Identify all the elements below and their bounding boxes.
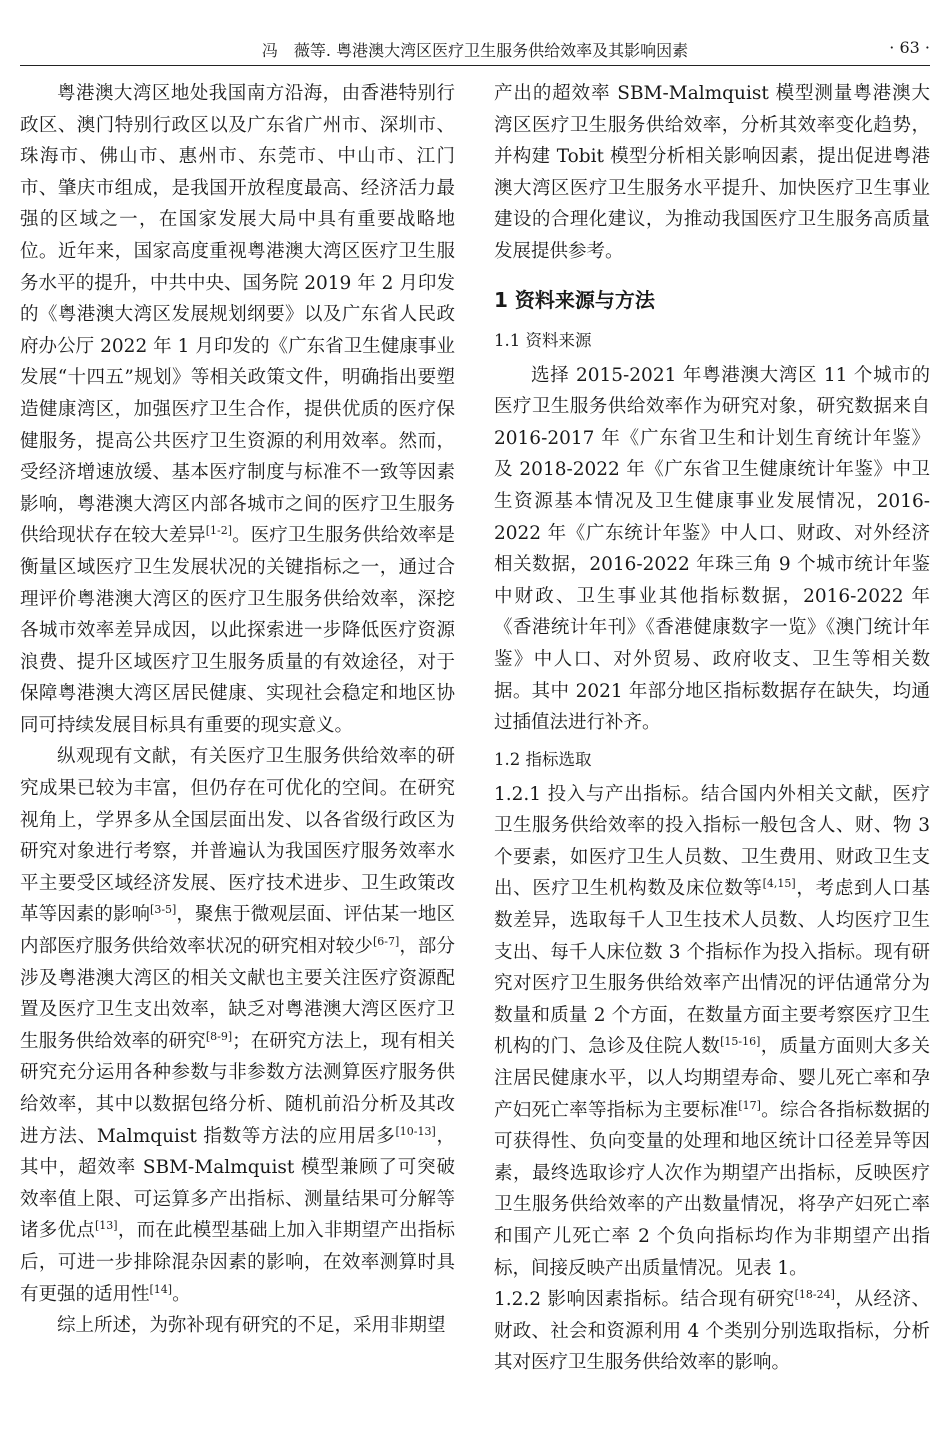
text: 1.2.2 影响因素指标。结合现有研究 — [494, 1289, 795, 1311]
header-rule — [20, 65, 930, 66]
text: 。医疗卫生服务供给效率是衡量区域医疗卫生发展状况的关键指标之一，通过合理评价粤港澳大湾区的医疗卫生服务供给效率，深挖各城市效率差异成因，以此探索进一步降低医疗资源浪费、提升区域医疗卫生服务质量的有效途径，对于保障粤港澳大湾区居民健康、实现社会稳定和地区协同可持续发展目标具有重要的现实意义。 — [20, 525, 455, 736]
citation: [17] — [738, 1098, 761, 1112]
text: ，部分涉及粤港澳大湾区的相关文献也主要关注医疗资源配置及医疗卫生支出效率，缺乏对粤港澳大湾区医疗卫生服务供给效率的研究 — [20, 936, 455, 1052]
citation: [10-13] — [395, 1124, 436, 1138]
intro-paragraph-3-continued: 产出的超效率 SBM-Malmquist 模型测量粤港澳大湾区医疗卫生服务供给效率，分析其效率变化趋势，并构建 Tobit 模型分析相关影响因素，提出促进粤港澳大湾区医疗卫生服务水平提升、加快医疗卫生事业建设的合理化建议，为推动我国医疗卫生服务高质量发展提供参考。 — [494, 83, 930, 262]
indicator-paragraph-1-2-1 — [494, 779, 930, 1285]
data-source-paragraph: 选择 2015-2021 年粤港澳大湾区 11 个城市的医疗卫生服务供给效率作为研究对象，研究数据来自 2016-2017 年《广东省卫生和计划生育统计年鉴》及 2018-2022 年《广东省卫生健康统计年鉴》中卫生资源基本情况及卫生健康事业发展情况，2016-2022 年《广东统计年鉴》中人口、财政、对外经济相关数据，2016-2022 年珠三角 9 个城市统计年鉴中财政、卫生事业其他指标数据，2016-2022 年《香港统计年刊》《香港健康数字一览》《澳门统计年鉴》中人口、对外贸易、政府收支、卫生等相关数据。其中 2021 年部分地区指标数据存在缺失，均通过插值法进行补齐。 — [494, 364, 930, 734]
citation: [14] — [149, 1282, 173, 1296]
citation: [4,15] — [762, 877, 796, 891]
text: ，质量方面则大多关注居民健康水平，以人均期望寿命、婴儿死亡率和孕产妇死亡率等指标为主要标准 — [494, 1036, 930, 1121]
citation: [15-16] — [720, 1035, 761, 1049]
subsection-heading-1-2: 1.2 指标选取 — [494, 749, 592, 769]
text: ，其中，超效率 SBM-Malmquist 模型兼顾了可突破效率值上限、可运算多产出指标、测量结果可分解等诸多优点 — [20, 1125, 455, 1242]
text: 粤港澳大湾区地处我国南方沿海，由香港特别行政区、澳门特别行政区以及广东省广州市、深圳市、珠海市、佛山市、惠州市、东莞市、中山市、江门市、肇庆市组成，是我国开放程度最高、经济活力最强的区域之一，在国家发展大局中具有重要战略地位。近年来，国家高度重视粤港澳大湾区医疗卫生服务水平的提升，中共中央、国务院 2019 年 2 月印发的《粤港澳大湾区发展规划纲要》以及广东省人民政府办公厅 2022 年 1 月印发的《广东省卫生健康事业发展“十四五”规划》等相关政策文件，明确指出要塑造健康湾区，加强医疗卫生合作，提供优质的医疗保健服务，提高公共医疗卫生资源的利用效率。然而，受经济增速放缓、基本医疗制度与标准不一致等因素影响，粤港澳大湾区内部各城市之间的医疗卫生服务供给现状存在较大差异 — [20, 83, 455, 547]
text: ，而在此模型基础上加入非期望产出指标后，可进一步排除混杂因素的影响，在效率测算时具有更强的适用性 — [20, 1220, 455, 1305]
section-heading-1: 1 资料来源与方法 — [494, 287, 655, 312]
running-header — [20, 30, 930, 66]
intro-paragraph-1 — [20, 78, 455, 741]
text: ，考虑到人口基数差异，选取每千人卫生技术人员数、人均医疗卫生支出、每千人床位数 3 个指标作为投入指标。现有研究对医疗卫生服务供给效率产出情况的评估通常分为数量和质量 2 个方面，在数量方面主要考察医疗卫生机构的门、急诊及住院人数 — [494, 878, 930, 1058]
indicator-paragraph-1-2-2 — [494, 1284, 930, 1379]
text: 1.2.1 投入与产出指标。结合国内外相关文献，医疗卫生服务供给效率的投入指标一般包含人、财、物 3 个要素，如医疗卫生人员数、卫生费用、财政卫生支出、医疗卫生机构数及床位数等 — [494, 783, 930, 900]
citation: [18-24] — [794, 1288, 835, 1302]
intro-paragraph-3: 综上所述，为弥补现有研究的不足，采用非期望 — [57, 1315, 446, 1337]
text: ；在研究方法上，现有相关研究充分运用各种参数与非参数方法测算医疗服务供给效率，其中以数据包络分析、随机前沿分析及其改进方法、Malmquist 指数等方法的应用居多 — [20, 1030, 455, 1147]
citation: [3-5] — [150, 903, 177, 917]
intro-paragraph-2 — [20, 741, 455, 1310]
subsection-heading-1-1: 1.1 资料来源 — [494, 330, 592, 350]
page-number: · 63 · — [889, 38, 930, 57]
right-column — [494, 78, 930, 1379]
running-title: 冯 薇等. 粤港澳大湾区医疗卫生服务供给效率及其影响因素 — [261, 41, 689, 60]
text: 。综合各指标数据的可获得性、负向变量的处理和地区统计口径差异等因素，最终选取诊疗人次作为期望产出指标，反映医疗卫生服务供给效率的产出数量情况，将孕产妇死亡率和围产儿死亡率 2 个负向指标均作为非期望产出指标，间接反映产出质量情况。见表 1。 — [494, 1099, 930, 1279]
citation: [13] — [94, 1219, 118, 1233]
text: 纵观现有文献，有关医疗卫生服务供给效率的研究成果已较为丰富，但仍存在可优化的空间。在研究视角上，学界多从全国层面出发、以各省级行政区为研究对象进行考察，并普遍认为我国医疗服务效率水平主要受区域经济发展、医疗技术进步、卫生政策改革等因素的影响 — [20, 746, 455, 926]
text: ，聚焦于微观层面、评估某一地区内部医疗服务供给效率状况的研究相对较少 — [20, 904, 455, 958]
citation: [6-7] — [372, 935, 400, 949]
text: ，从经济、财政、社会和资源利用 4 个类别分别选取指标，分析其对医疗卫生服务供给效率的影响。 — [494, 1289, 930, 1374]
citation: [8-9] — [205, 1029, 233, 1043]
left-column — [20, 78, 455, 1342]
text: 。 — [172, 1283, 191, 1305]
citation: [1-2] — [205, 524, 233, 538]
